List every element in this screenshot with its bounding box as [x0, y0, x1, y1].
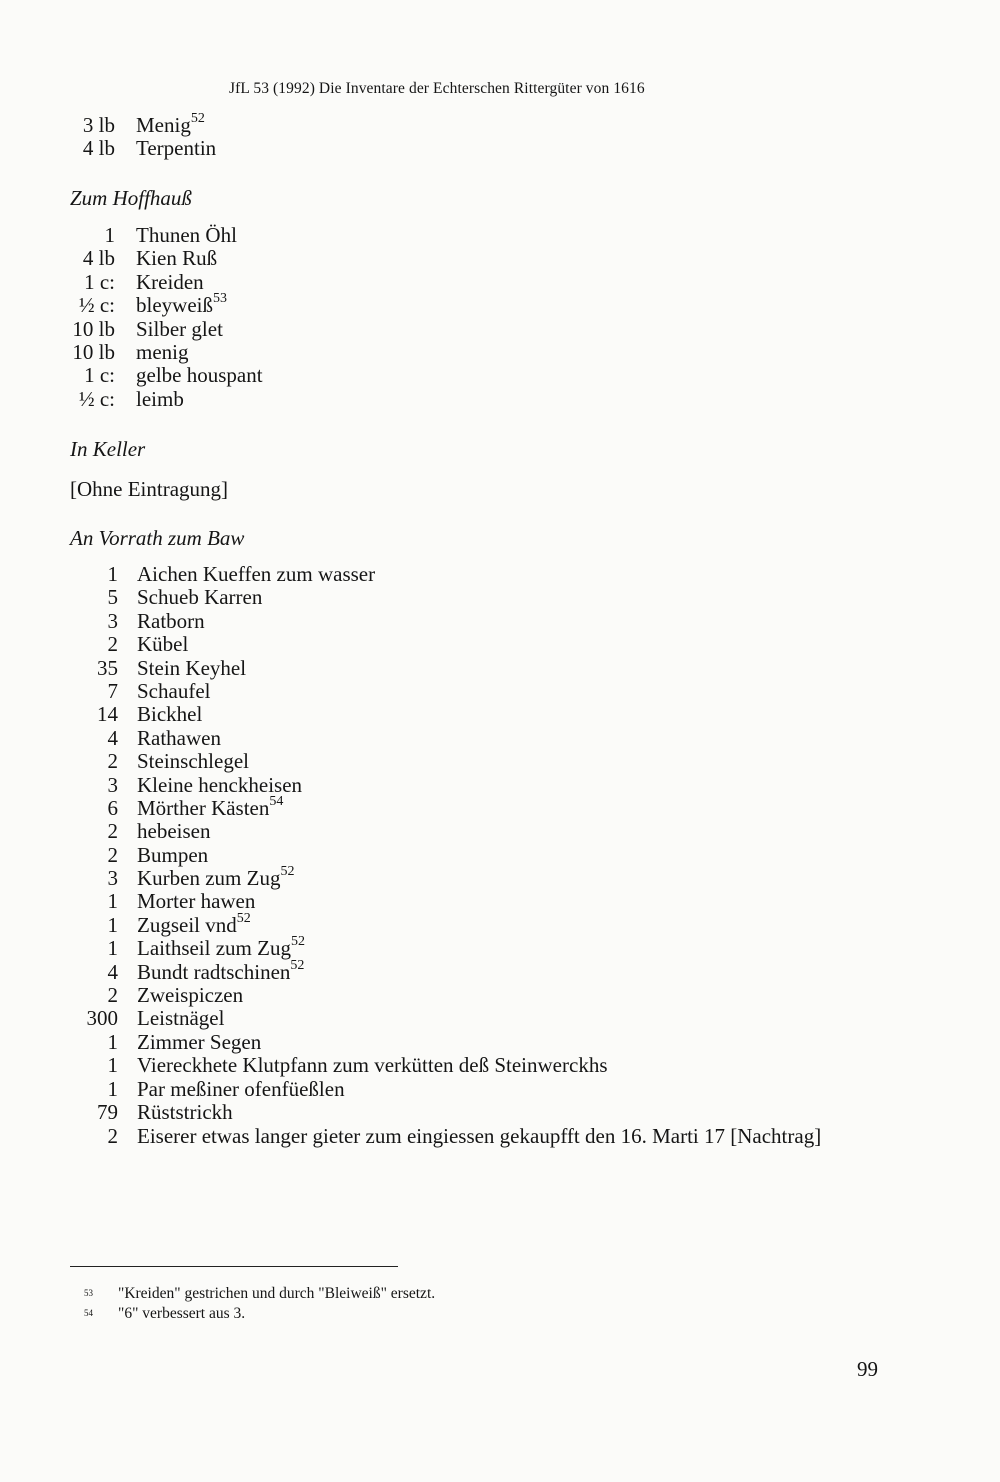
item-quantity: 2: [107, 819, 118, 844]
item-text-wrap: [137, 703, 202, 726]
item-text: bleyweiß: [136, 293, 213, 318]
item-text: Kreiden: [136, 269, 204, 294]
hoffhauss-item-list: [0, 224, 1000, 411]
item-text: Aichen Kueffen zum wasser: [137, 562, 376, 586]
footnote-ref: 54: [269, 793, 284, 809]
section-heading-keller: In Keller: [70, 437, 146, 461]
keller-note: [Ohne Eintragung]: [70, 477, 229, 501]
list-item: [0, 680, 1000, 703]
item-text-wrap: [137, 1054, 608, 1077]
item-quantity: 2: [107, 749, 118, 774]
item-text-wrap: [137, 750, 249, 773]
item-text-wrap: [137, 633, 188, 656]
item-text: leimb: [136, 386, 184, 411]
item-text: Menig: [136, 113, 191, 137]
item-text-wrap: [137, 844, 208, 867]
list-item: [0, 291, 1000, 318]
item-text: Bickhel: [137, 702, 203, 727]
item-quantity: 4: [107, 959, 118, 984]
item-text-wrap: [136, 111, 205, 137]
footnote-text: "6" verbessert aus 3.: [118, 1305, 246, 1322]
item-text-wrap: [137, 657, 246, 680]
list-item: [0, 934, 1000, 961]
item-quantity: 10 lb: [72, 316, 115, 341]
item-quantity: 10 lb: [72, 339, 115, 364]
list-item: [0, 957, 1000, 984]
item-text-wrap: [137, 1007, 224, 1030]
list-item: [0, 1054, 1000, 1077]
footnote-text: "Kreiden" gestrichen und durch "Bleiweiß" ersetzt.: [118, 1285, 436, 1302]
item-text-wrap: [137, 727, 221, 750]
item-quantity: 1 c:: [84, 269, 115, 294]
item-text: hebeisen: [137, 819, 211, 844]
item-quantity: 2: [107, 632, 118, 657]
item-quantity: 3 lb: [82, 113, 115, 137]
list-item: [0, 750, 1000, 773]
list-item: [0, 727, 1000, 750]
item-text: menig: [136, 339, 189, 364]
item-text: Ratborn: [137, 608, 205, 633]
item-quantity: 300: [86, 1006, 118, 1031]
list-item: [0, 774, 1000, 797]
item-quantity: 1: [107, 1053, 118, 1078]
list-item: [0, 910, 1000, 937]
item-text: Eiserer etwas langer gieter zum eingiessen gekaupfft den 16. Marti 17 [Nachtrag]: [137, 1124, 822, 1148]
item-text-wrap: [137, 793, 284, 820]
item-text: Zweispiczen: [137, 983, 244, 1008]
item-text: Bumpen: [137, 842, 209, 867]
list-item: [0, 793, 1000, 820]
item-quantity: 7: [107, 678, 118, 703]
item-quantity: 6: [107, 795, 118, 820]
footnote-ref: 52: [290, 934, 305, 950]
item-text: Mörther Kästen: [137, 795, 270, 820]
list-item: [0, 1031, 1000, 1054]
list-item: [0, 388, 1000, 411]
item-text-wrap: [137, 1078, 345, 1101]
footnote-divider: [70, 1266, 398, 1267]
item-text-wrap: [137, 1101, 233, 1124]
item-text-wrap: [136, 271, 204, 294]
item-text-wrap: [136, 364, 263, 387]
footnote-ref: 52: [190, 111, 205, 126]
item-text-wrap: [137, 610, 205, 633]
list-item: [0, 137, 1000, 160]
item-text-wrap: [136, 291, 227, 318]
list-item: [0, 890, 1000, 913]
list-item: [0, 1007, 1000, 1030]
section-heading-vorrath: An Vorrath zum Baw: [70, 526, 245, 550]
item-quantity: 1: [107, 889, 118, 914]
item-quantity: ½ c:: [78, 293, 115, 318]
item-quantity: 1: [107, 936, 118, 961]
item-text-wrap: [137, 1031, 261, 1054]
list-item: [0, 364, 1000, 387]
item-text: Viereckhete Klutpfann zum verkütten deß Steinwerckhs: [137, 1053, 608, 1078]
list-item: [0, 1078, 1000, 1101]
item-text: Zimmer Segen: [137, 1029, 262, 1054]
item-quantity: 1 c:: [84, 363, 115, 388]
list-item: [0, 984, 1000, 1007]
item-text-wrap: [136, 318, 223, 341]
list-item: [0, 657, 1000, 680]
page-number: 99: [857, 1357, 878, 1381]
list-item: [0, 318, 1000, 341]
item-quantity: ½ c:: [78, 386, 115, 411]
item-text-wrap: [137, 910, 251, 937]
item-text-wrap: [137, 586, 262, 609]
footnote-number: 53: [84, 1288, 93, 1298]
item-text-wrap: [137, 864, 295, 891]
list-item: [0, 1101, 1000, 1124]
item-quantity: 35: [97, 655, 118, 680]
footnote-ref: 52: [280, 864, 295, 880]
item-text: Kleine henckheisen: [137, 772, 303, 797]
item-text: Rathawen: [137, 725, 221, 750]
list-item: [0, 703, 1000, 726]
item-text: Laithseil zum Zug: [137, 936, 291, 961]
item-quantity: 14: [97, 702, 118, 727]
item-quantity: 79: [97, 1099, 118, 1124]
item-quantity: 1: [107, 1076, 118, 1101]
footnote-ref: 53: [212, 291, 227, 307]
list-item: [0, 271, 1000, 294]
list-item: [0, 247, 1000, 270]
item-text-wrap: [137, 563, 375, 586]
item-text: Morter hawen: [137, 889, 256, 914]
item-quantity: 3: [107, 866, 118, 891]
list-item: [0, 633, 1000, 656]
list-item: [0, 586, 1000, 609]
item-text-wrap: [137, 957, 305, 984]
item-text: Steinschlegel: [137, 749, 249, 774]
top-item-list: [0, 111, 1000, 161]
item-quantity: 1: [107, 912, 118, 937]
item-quantity: 5: [107, 585, 118, 610]
item-quantity: 3: [107, 608, 118, 633]
list-item: [0, 111, 1000, 137]
item-quantity: 3: [107, 772, 118, 797]
item-text: Schaufel: [137, 678, 211, 703]
item-quantity: 1: [107, 562, 118, 586]
item-quantity: 1: [104, 223, 115, 247]
list-item: [0, 563, 1000, 586]
item-text: Silber glet: [136, 316, 223, 341]
running-head: JfL 53 (1992) Die Inventare der Echterschen Rittergüter von 1616: [229, 80, 645, 97]
item-text: Kübel: [137, 632, 189, 657]
list-item: [0, 864, 1000, 891]
footnote-ref: 52: [290, 957, 305, 973]
item-text-wrap: [137, 984, 243, 1007]
item-text: Kurben zum Zug: [137, 866, 281, 891]
item-quantity: 1: [107, 1029, 118, 1054]
item-quantity: 4 lb: [82, 136, 115, 161]
item-quantity: 4: [107, 725, 118, 750]
item-text: Schueb Karren: [137, 585, 263, 610]
item-text-wrap: [136, 388, 184, 411]
item-text: gelbe houspant: [136, 363, 263, 388]
item-text: Stein Keyhel: [137, 655, 247, 680]
item-text: Terpentin: [136, 136, 217, 161]
item-quantity: 2: [107, 983, 118, 1008]
item-text: Kien Ruß: [136, 246, 218, 271]
footnote-number: 54: [84, 1308, 93, 1318]
list-item: [0, 341, 1000, 364]
item-text-wrap: [137, 680, 210, 703]
item-text-wrap: [136, 247, 217, 270]
list-item: [0, 844, 1000, 867]
item-text-wrap: [136, 341, 189, 364]
item-text: Leistnägel: [137, 1006, 225, 1031]
item-text-wrap: [136, 224, 237, 247]
item-quantity: 4 lb: [82, 246, 115, 271]
item-text-wrap: [137, 934, 305, 961]
item-text: Par meßiner ofenfüeßlen: [137, 1076, 345, 1101]
list-item: [0, 610, 1000, 633]
item-text-wrap: [137, 820, 210, 843]
list-item: [0, 820, 1000, 843]
item-text: Zugseil vnd: [137, 912, 237, 937]
section-heading-hoffhauss: Zum Hoffhauß: [70, 186, 192, 210]
item-quantity: 2: [107, 842, 118, 867]
vorrath-item-list: [0, 563, 1000, 1124]
list-item: [0, 224, 1000, 247]
item-text-wrap: [136, 137, 216, 160]
item-quantity: 2: [107, 1124, 118, 1148]
item-text: Bundt radtschinen: [137, 959, 291, 984]
item-text: Thunen Öhl: [136, 223, 237, 247]
item-text: Rüststrickh: [137, 1099, 233, 1124]
footnote-ref: 52: [236, 910, 251, 926]
